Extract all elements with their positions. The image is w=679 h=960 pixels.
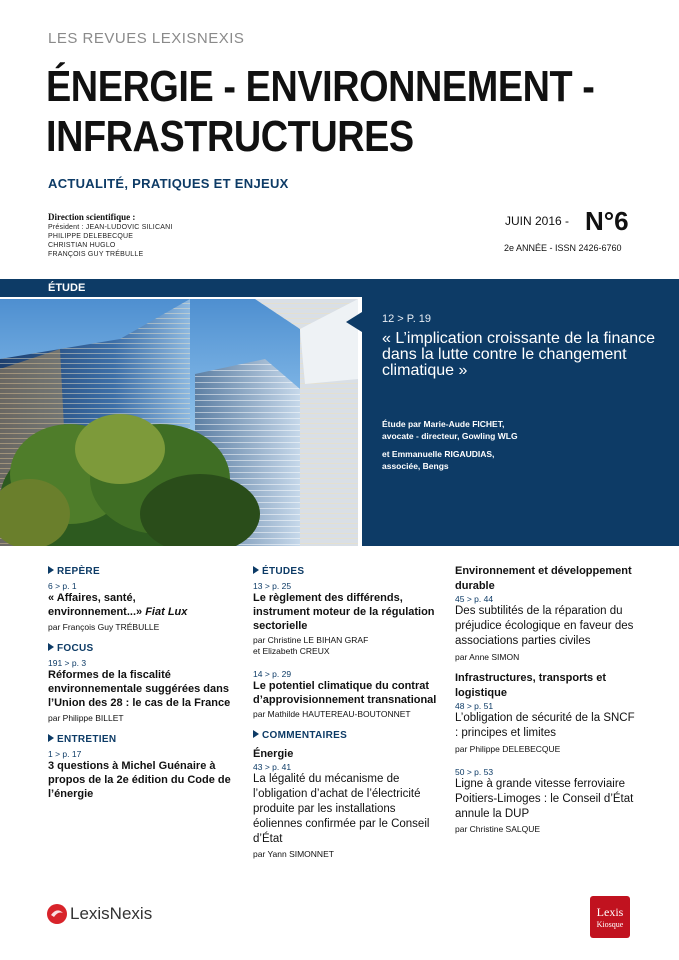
article-ref: 191 > p. 3 [48, 658, 87, 668]
category-title: Énergie [253, 748, 294, 760]
article-ref: 1 > p. 17 [48, 749, 82, 759]
feature-author-line: et Emmanuelle RIGAUDIAS, [382, 449, 495, 459]
article-byline: par Philippe BILLET [48, 713, 124, 723]
section-head-label: REPÈRE [57, 566, 100, 577]
article-ref: 50 > p. 53 [455, 767, 494, 777]
series-name: LES REVUES LEXISNEXIS [48, 30, 245, 47]
section-head-entretien [48, 734, 238, 745]
issue-year-issn: 2e ANNÉE - ISSN 2426-6760 [504, 243, 622, 253]
feature-author-line: Étude par Marie-Aude FICHET, [382, 419, 505, 429]
article-byline: par Philippe DELEBECQUE [455, 744, 561, 754]
article-title-part: environnement...» [48, 606, 143, 618]
feature-ref: 12 > P. 19 [382, 313, 432, 325]
direction-line: PHILIPPE DELEBECQUE [48, 233, 134, 240]
article-title: Le règlement des différends, instrument moteur de la régulation sectorielle [253, 592, 435, 632]
article-byline: par Christine SALQUE [455, 824, 541, 834]
feature-title: « L’implication croissante de la finance dans la lutte contre le changement climatique » [382, 330, 656, 379]
article-title: La légalité du mécanisme de l’obligation d’achat de l’électricité produite par les installations éoliennes confirmée par le Conseil d’État [253, 773, 430, 845]
feature-author-line: avocate - directeur, Gowling WLG [382, 431, 518, 441]
section-head-focus [48, 643, 238, 654]
triangle-icon [253, 566, 259, 574]
feature-notch [346, 312, 362, 332]
article-title-part: « Affaires, santé, [48, 592, 136, 604]
banner-label: ÉTUDE [48, 282, 86, 294]
direction-label: Direction scientifique : [48, 212, 136, 222]
article-ref: 48 > p. 51 [455, 701, 494, 711]
lexisnexis-logo-icon [46, 903, 68, 925]
section-head-label: ENTRETIEN [57, 734, 117, 745]
feature-author-line: associée, Bengs [382, 461, 449, 471]
article-title: Ligne à grande vitesse ferroviaire Poitiers-Limoges : le Conseil d’État annule la DUP [455, 778, 634, 820]
column-3 [455, 564, 635, 835]
article-ref: 45 > p. 44 [455, 594, 494, 604]
triangle-icon [253, 730, 259, 738]
triangle-icon [48, 566, 54, 574]
article-ref: 43 > p. 41 [253, 762, 292, 772]
section-head-label: FOCUS [57, 643, 94, 654]
article-ref: 14 > p. 29 [253, 669, 292, 679]
article-title: 3 questions à Michel Guénaire à propos de la 2e édition du Code de l’énergie [48, 760, 231, 800]
article-byline: par François Guy TRÉBULLE [48, 622, 160, 632]
article-title [48, 591, 238, 619]
article-ref: 6 > p. 1 [48, 581, 77, 591]
article-title: L’obligation de sécurité de la SNCF : principes et limites [455, 712, 635, 739]
journal-subtitle: ACTUALITÉ, PRATIQUES ET ENJEUX [48, 176, 289, 191]
article-title: Des subtilités de la réparation du préjudice écologique en faveur des associations parties civiles [455, 605, 634, 647]
article-byline: par Mathilde HAUTEREAU-BOUTONNET [253, 709, 411, 719]
skyscraper-illustration [0, 299, 358, 546]
section-banner [0, 279, 679, 297]
article-title-italic: Fiat Lux [145, 606, 188, 618]
feature-authors [382, 418, 672, 472]
article-byline: par Anne SIMON [455, 652, 520, 662]
lexisnexis-logo: LexisNexis [70, 904, 153, 923]
article-title: Le potentiel climatique du contrat d’approvisionnement transnational [253, 680, 437, 706]
direction-line: CHRISTIAN HUGLO [48, 242, 116, 249]
cover-photo [0, 299, 358, 546]
category-title: Infrastructures, transports et logistique [455, 672, 606, 699]
article-byline: par Christine LE BIHAN GRAF [253, 635, 369, 645]
direction-line: Président : JEAN-LUDOVIC SILICANI [48, 224, 173, 231]
section-head-repere [48, 566, 238, 577]
journal-title-line-1: ÉNERGIE - ENVIRONNEMENT - [46, 62, 595, 111]
issue-number: N°6 [585, 206, 629, 236]
triangle-icon [48, 734, 54, 742]
issue-date: JUIN 2016 - [505, 214, 570, 228]
direction-line: FRANÇOIS GUY TRÉBULLE [48, 251, 144, 258]
journal-title [46, 62, 648, 162]
section-head-label: ÉTUDES [262, 566, 305, 577]
badge-top-text: Lexis [596, 905, 624, 919]
article-ref: 13 > p. 25 [253, 581, 292, 591]
badge-bottom-text: Kiosque [596, 920, 624, 929]
category-title: Environnement et développement durable [455, 565, 632, 592]
column-2 [253, 566, 443, 860]
triangle-icon [48, 643, 54, 651]
section-head-label: COMMENTAIRES [262, 730, 348, 741]
article-title: Réformes de la fiscalité environnementale suggérées dans l’Union des 28 : le cas de la France [48, 669, 231, 709]
article-byline: et Elizabeth CREUX [253, 646, 330, 656]
lexis-kiosque-badge[interactable] [590, 896, 630, 938]
section-head-etudes [253, 566, 443, 577]
journal-title-line-2: INFRASTRUCTURES [46, 112, 414, 161]
section-head-commentaires [253, 730, 443, 741]
article-byline: par Yann SIMONNET [253, 849, 334, 859]
column-1 [48, 566, 238, 801]
